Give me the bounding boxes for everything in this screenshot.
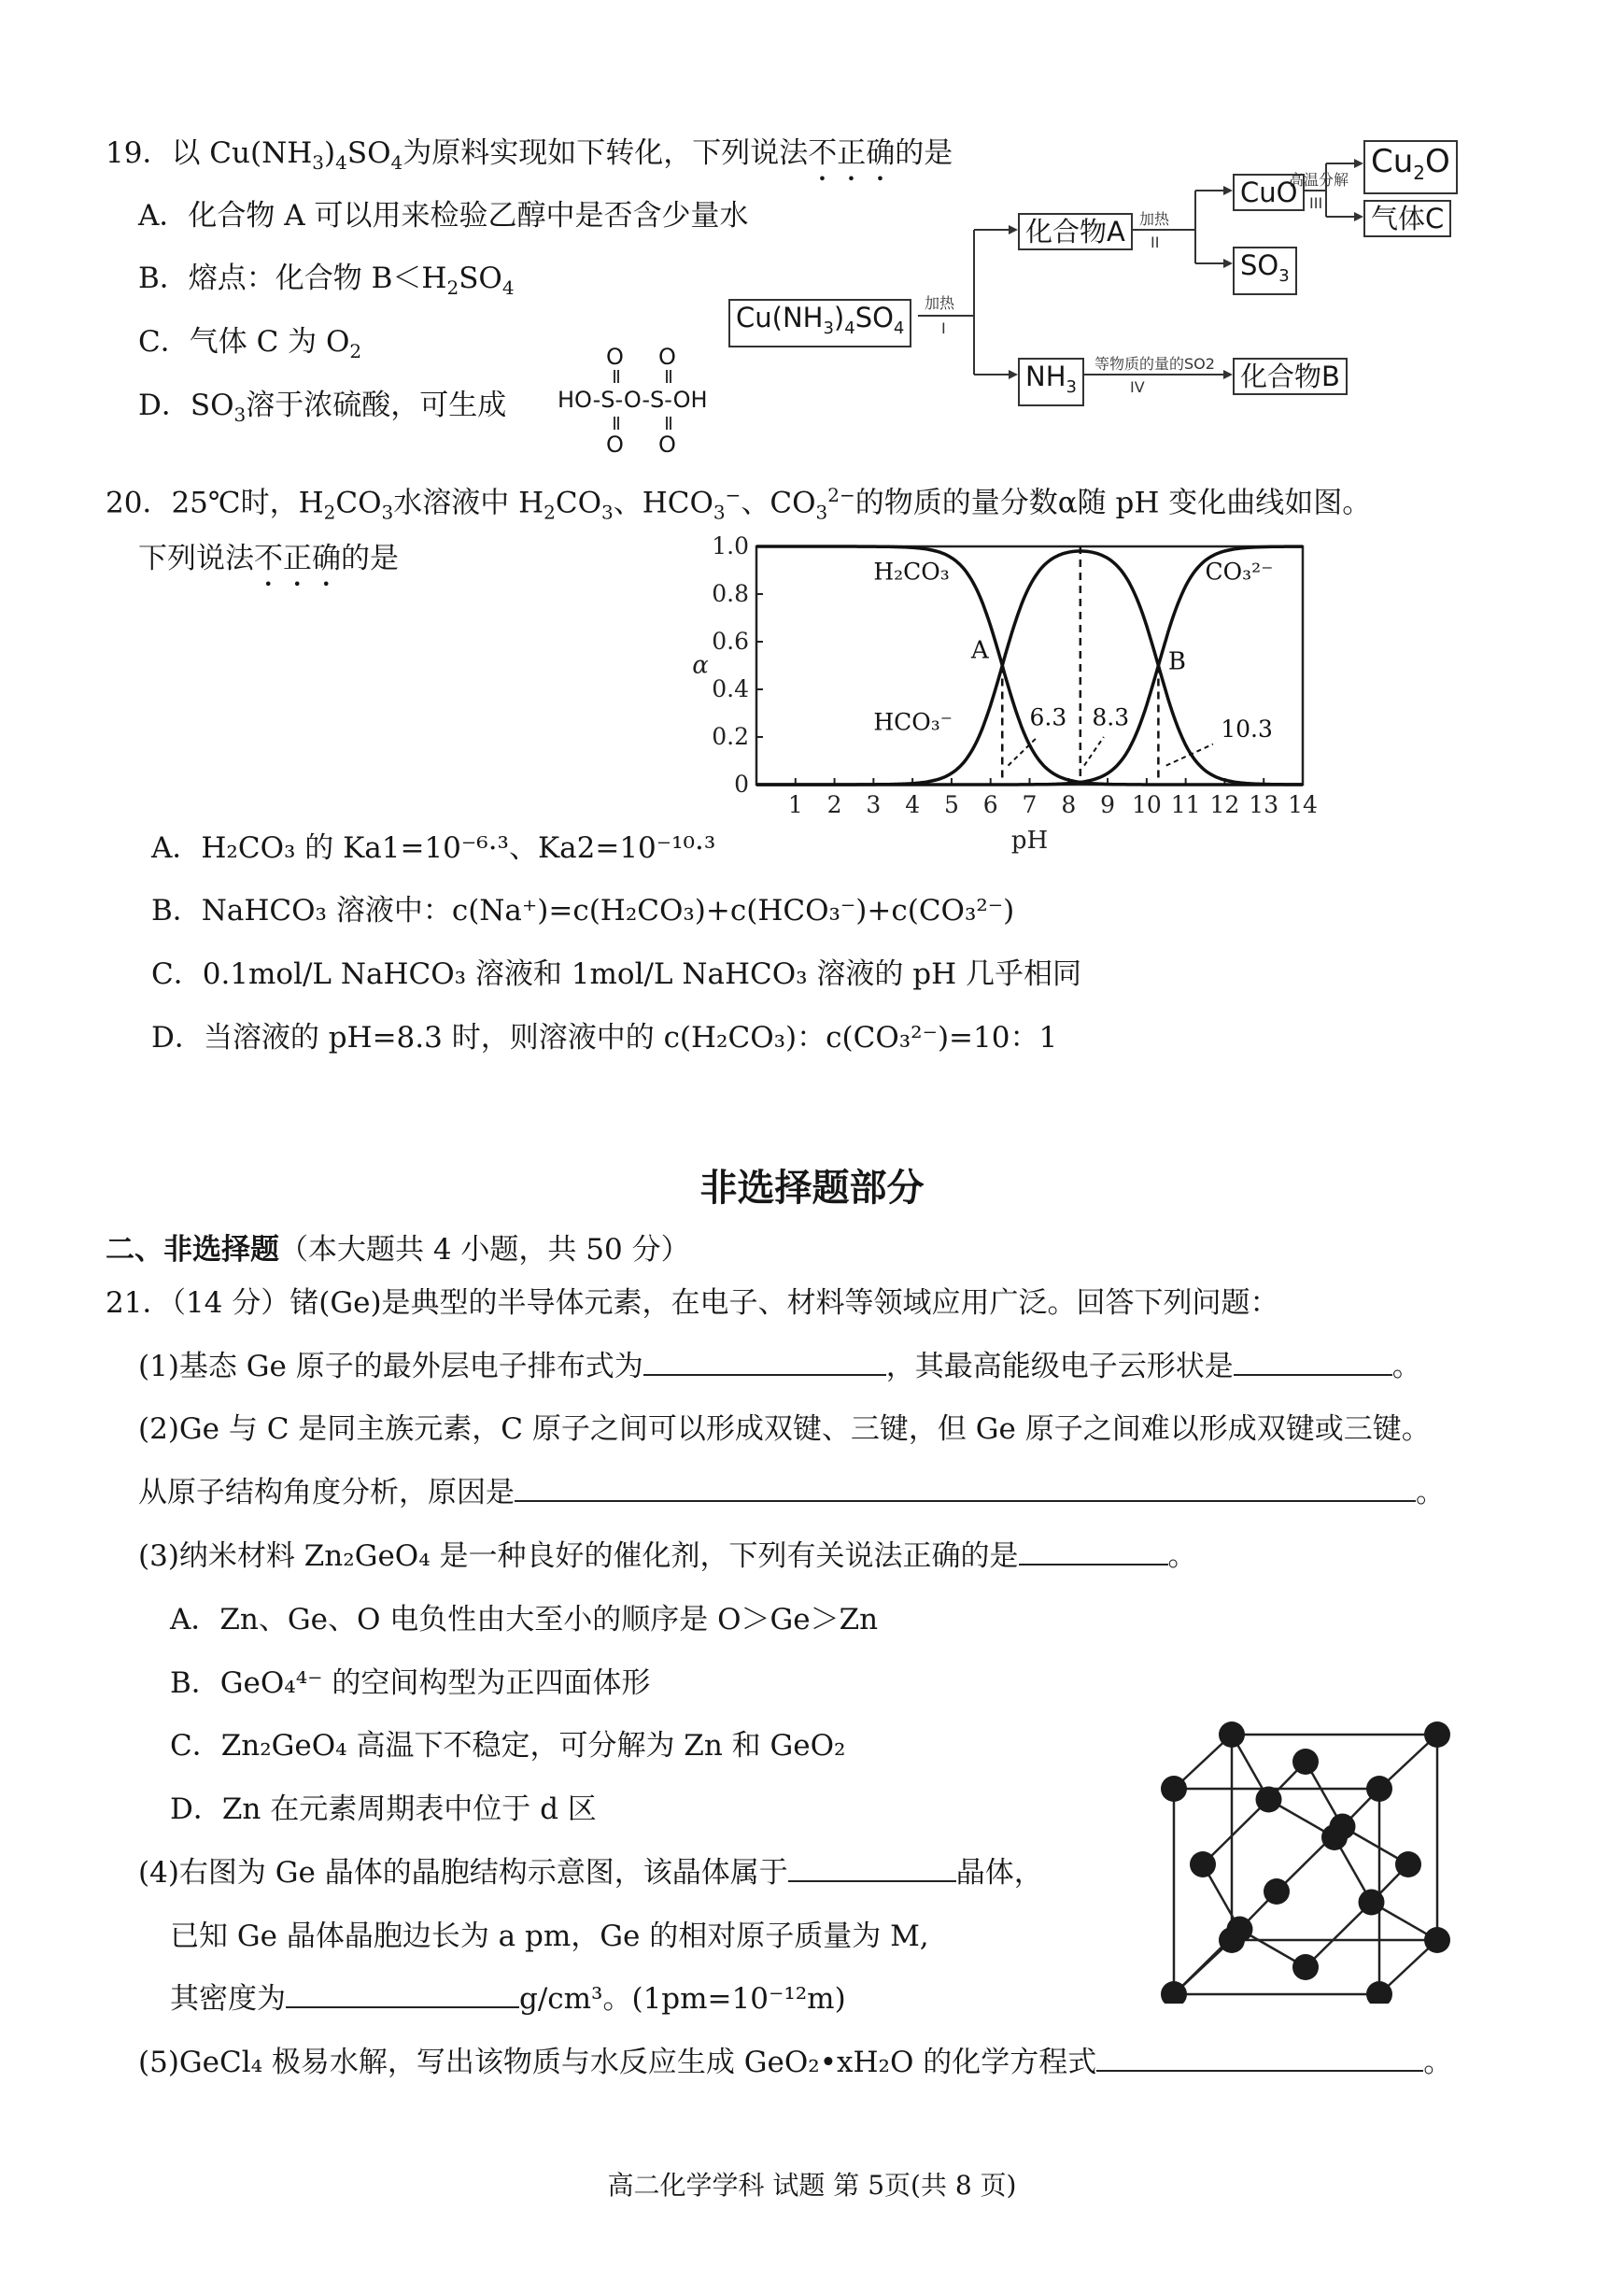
- ge-atom: [1264, 1878, 1290, 1905]
- ge-atom: [1161, 1776, 1187, 1802]
- q21-part4-c: 已知 Ge 晶体晶胞边长为 a pm，Ge 的相对原子质量为 M,: [170, 1920, 929, 1953]
- q20-stem-part: 20．25℃时，H: [106, 486, 324, 520]
- q21-part3-text: (3)纳米材料 Zn₂GeO₄ 是一种良好的催化剂，下列有关说法正确的是: [138, 1539, 1019, 1573]
- node-cu2o: $Cu_2O$: [1363, 140, 1458, 194]
- pyrosulfuric-acid-structure: [558, 344, 735, 460]
- q21-intro: 21．（14 分）锗(Ge)是典型的半导体元素，在电子、材料等领域应用广泛。回答下列问题：: [106, 1286, 1279, 1320]
- x-tick-label: 2: [826, 791, 842, 818]
- x-tick-label: 3: [866, 791, 882, 818]
- struct-o-top-right: O: [658, 344, 676, 370]
- struct-bond: [614, 417, 619, 430]
- q21-part5-text: (5)GeCl₄ 极易水解，写出该物质与水反应生成 GeO₂•xH₂O 的化学方程式: [138, 2046, 1097, 2079]
- q19-option-b-part: SO: [459, 262, 502, 295]
- ge-atom: [1292, 1749, 1319, 1775]
- series-label: HCO₃⁻: [873, 708, 953, 736]
- ge-atom: [1424, 1721, 1450, 1748]
- q21-part4: [138, 1854, 1043, 1891]
- section-heading-rest: （本大题共 4 小题，共 50 分）: [279, 1233, 690, 1267]
- section-heading-bold: 二、非选择题: [106, 1233, 279, 1267]
- x-tick-label: 7: [1022, 791, 1038, 818]
- answer-blank[interactable]: [1234, 1348, 1392, 1376]
- struct-o-top-left: O: [606, 344, 624, 370]
- struct-bond: [614, 370, 619, 383]
- struct-bond: [666, 370, 671, 383]
- struct-bond: [666, 417, 671, 430]
- page-footer: 高二化学学科 试题 第 5页(共 8 页): [607, 2170, 1017, 2201]
- q19-stem: 19．以 $Cu(NH_3)_4SO_4$为原料实现如下转化，下列说法不正确的是: [106, 136, 953, 175]
- q20-emphasis: 不正确: [254, 542, 341, 575]
- q20-stem-part: 水溶液中 H: [393, 486, 544, 520]
- q20-stem2-part: 的是: [341, 542, 399, 575]
- q21-part5-text: 。: [1423, 2046, 1453, 2079]
- q21-option-d: D．Zn 在元素周期表中位于 d 区: [170, 1792, 597, 1826]
- q19-stem-part: 的是: [895, 136, 953, 170]
- node-cuo: CuO: [1233, 174, 1305, 211]
- q19-option-a: A．化合物 A 可以用来检验乙醇中是否含少量水: [138, 199, 749, 233]
- node-so3: $SO_3$: [1233, 247, 1297, 295]
- q21-part4-text: (4)右图为 Ge 晶体的晶胞结构示意图，该晶体属于: [138, 1856, 788, 1890]
- q19-option-c-part: C．气体 C 为 O: [138, 325, 350, 359]
- q21-part1: [138, 1348, 1421, 1385]
- y-axis-label: α: [692, 651, 709, 680]
- annotation-leader: [1166, 744, 1213, 766]
- q21-option-c: C．Zn₂GeO₄ 高温下不稳定，可分解为 Zn 和 GeO₂: [170, 1729, 846, 1763]
- node-nh3: $NH_3$: [1018, 358, 1084, 406]
- y-tick-label: 0: [734, 771, 749, 798]
- ge-atom: [1219, 1721, 1245, 1748]
- q21-part5: [138, 2044, 1452, 2081]
- annotation-label: 6.3: [1029, 703, 1067, 731]
- cell-bond: [1306, 1903, 1372, 1968]
- carbonate-speciation-chart: [672, 523, 1345, 887]
- ge-atom: [1190, 1851, 1216, 1877]
- cell-bond: [1203, 1800, 1269, 1865]
- q21-part3-text: 。: [1167, 1539, 1197, 1573]
- ge-atom: [1292, 1954, 1319, 1980]
- q21-part3: [138, 1537, 1197, 1575]
- q19-stem-part: ): [323, 136, 336, 170]
- node-compound-a: 化合物A: [1018, 213, 1133, 250]
- q19-option-d: D．$SO_3$溶于浓硫酸，可生成: [138, 389, 507, 427]
- q21-part4-text: g/cm³。(1pm=10⁻¹²m): [519, 1982, 846, 2016]
- q20-option-c: C．0.1mol/L NaHCO₃ 溶液和 1mol/L NaHCO₃ 溶液的 pH 几乎相同: [151, 957, 1082, 991]
- label-roman-iv: IV: [1130, 378, 1145, 396]
- q19-option-b: B．熔点：化合物 $B<H_2SO_4$: [138, 262, 515, 300]
- q20-option-d: D．当溶液的 pH=8.3 时，则溶液中的 c(H₂CO₃)：c(CO₃²⁻)=10：1: [151, 1021, 1058, 1055]
- x-tick-label: 13: [1249, 791, 1279, 818]
- ge-atom: [1359, 1890, 1385, 1916]
- x-tick-label: 1: [787, 791, 803, 818]
- q20-option-b: B．NaHCO₃ 溶液中：c(Na⁺)=c(H₂CO₃)+c(HCO₃⁻)+c(CO₃²⁻): [151, 894, 1015, 928]
- ge-atom: [1424, 1927, 1450, 1953]
- label-step-iv: 等物质的量的SO2: [1094, 355, 1215, 373]
- q21-part4-text: 其密度为: [170, 1982, 286, 2016]
- answer-blank[interactable]: [1019, 1537, 1168, 1565]
- annotation-label: 8.3: [1092, 703, 1130, 731]
- q21-part2-text: 从原子结构角度分析，原因是: [138, 1476, 515, 1509]
- series-label: H₂CO₃: [873, 558, 950, 586]
- node-compound-b: 化合物B: [1233, 358, 1348, 395]
- annotation-leader: [1084, 737, 1104, 766]
- q20-option-a: A．H₂CO₃ 的 Ka1=10⁻⁶·³、Ka2=10⁻¹⁰·³: [151, 831, 716, 865]
- q21-option-b: B．GeO₄⁴⁻ 的空间构型为正四面体形: [170, 1666, 651, 1700]
- node-start: $Cu(NH_3)_4SO_4$: [728, 299, 911, 347]
- ge-atom: [1227, 1917, 1253, 1943]
- answer-blank[interactable]: [1096, 2044, 1423, 2072]
- struct-o-bottom-left: O: [606, 432, 624, 458]
- section-title: 非选择题部分: [699, 1167, 925, 1210]
- q19-stem-part: SO: [346, 136, 391, 170]
- y-tick-label: 0.2: [712, 723, 749, 750]
- annotation-label: 10.3: [1221, 715, 1273, 743]
- struct-o-bottom-right: O: [658, 432, 676, 458]
- q21-part4-text: 晶体，: [955, 1856, 1043, 1890]
- answer-blank[interactable]: [286, 1980, 519, 2008]
- q20-stem-part: CO: [555, 486, 601, 520]
- x-tick-label: 10: [1131, 791, 1162, 818]
- x-tick-label: 8: [1061, 791, 1077, 818]
- curve-hco3: [756, 551, 1303, 785]
- ge-atom: [1330, 1814, 1356, 1840]
- x-axis-label: pH: [1010, 827, 1049, 855]
- struct-main-row: HO-S-O-S-OH: [558, 387, 708, 413]
- answer-blank[interactable]: [515, 1474, 1416, 1502]
- x-tick-label: 4: [905, 791, 921, 818]
- point-b-label: B: [1167, 647, 1186, 676]
- q20-stem: 20．25℃时，$H_2CO_3$水溶液中 $H_2CO_3$、$HCO_3^-$、$CO_3^{2-}$的物质的量分数α随 pH 变化曲线如图。: [106, 484, 1372, 524]
- x-tick-label: 14: [1288, 791, 1318, 818]
- x-tick-label: 12: [1209, 791, 1240, 818]
- node-gas-c: 气体C: [1363, 200, 1451, 237]
- x-tick-label: 11: [1170, 791, 1201, 818]
- x-tick-label: 6: [982, 791, 998, 818]
- q21-option-a: A．Zn、Ge、O 电负性由大至小的顺序是 O＞Ge＞Zn: [170, 1603, 879, 1636]
- q20-stem-part: CO: [335, 486, 382, 520]
- q20-stem2-part: 下列说法: [138, 542, 254, 575]
- point-a-label: A: [970, 636, 989, 665]
- ge-atom: [1366, 1776, 1392, 1802]
- q21-part2-text: 。: [1416, 1476, 1445, 1509]
- q20-stem-part: 的物质的量分数α随 pH 变化曲线如图。: [854, 486, 1372, 520]
- label-roman-iii: III: [1309, 194, 1323, 212]
- q21-part1-text: 。: [1391, 1350, 1421, 1383]
- q19-emphasis: 不正确: [808, 136, 896, 170]
- x-tick-label: 5: [943, 791, 959, 818]
- y-tick-label: 0.6: [712, 628, 749, 655]
- conversion-diagram: [728, 131, 1522, 411]
- ge-crystal-unit-cell: [1153, 1695, 1462, 2004]
- q20-stem-part: 、CO: [741, 486, 816, 520]
- ge-atom: [1256, 1787, 1282, 1813]
- section-heading: [106, 1231, 690, 1268]
- series-label: CO₃²⁻: [1205, 558, 1274, 586]
- answer-blank[interactable]: [788, 1854, 956, 1882]
- y-tick-label: 0.4: [712, 675, 749, 702]
- q19-stem-part: 为原料实现如下转化，下列说法: [402, 136, 809, 170]
- label-roman-i: I: [941, 319, 946, 337]
- label-step-i: 加热: [925, 294, 955, 312]
- label-step-iii: 高温分解: [1289, 171, 1349, 189]
- q21-part1-text: (1)基态 Ge 原子的最外层电子排布式为: [138, 1350, 643, 1383]
- y-tick-label: 1.0: [712, 532, 749, 560]
- label-roman-ii: II: [1151, 234, 1160, 251]
- label-step-ii: 加热: [1139, 210, 1170, 228]
- q20-stem-2: [138, 540, 399, 593]
- q19-stem-part: 19．以 Cu(NH: [106, 136, 313, 170]
- q21-part4-d: [170, 1980, 846, 2018]
- q19-option-c: C．气体 C 为 $O_2$: [138, 325, 362, 363]
- answer-blank[interactable]: [643, 1348, 886, 1376]
- q21-part1-text: ，其最高能级电子云形状是: [885, 1350, 1234, 1383]
- y-tick-label: 0.8: [712, 580, 749, 607]
- ge-atom: [1395, 1851, 1421, 1877]
- q19-option-b-part: B．熔点：化合物 B＜H: [138, 262, 447, 295]
- q19-option-d-part: D．SO: [138, 389, 234, 422]
- q19-option-d-part: 溶于浓硫酸，可生成: [246, 389, 507, 422]
- q21-part2: (2)Ge 与 C 是同主族元素，C 原子之间可以形成双键、三键，但 Ge 原子之间难以形成双键或三键。: [138, 1412, 1431, 1446]
- q20-stem-part: 、HCO: [613, 486, 713, 520]
- q21-part2-b: [138, 1474, 1445, 1511]
- x-tick-label: 9: [1100, 791, 1116, 818]
